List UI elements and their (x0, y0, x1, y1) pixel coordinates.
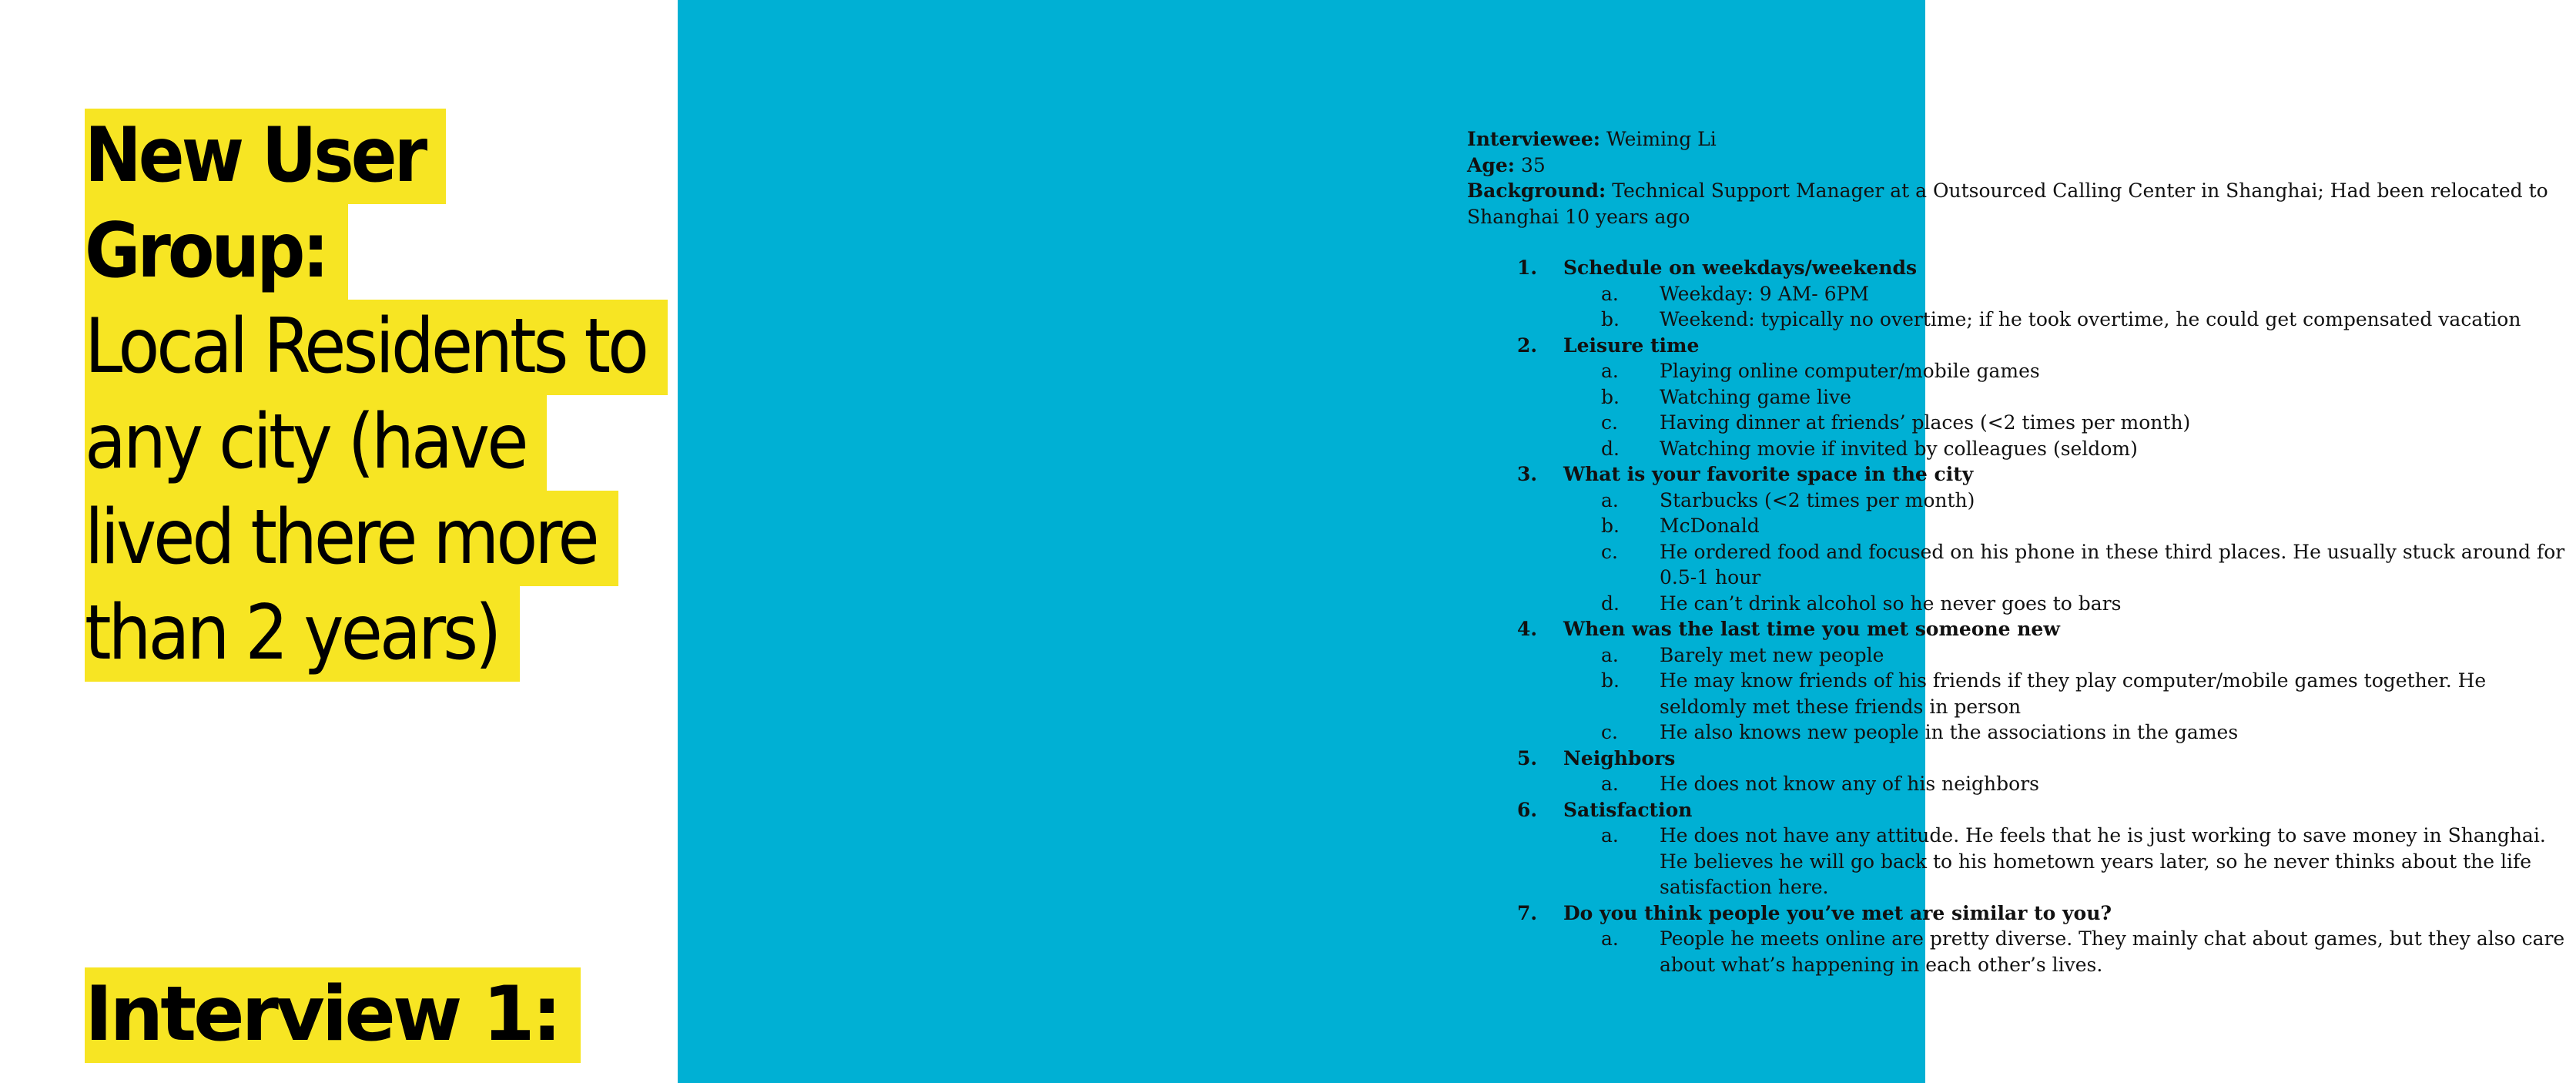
interview-label (85, 967, 581, 1062)
question-number-cell (1467, 746, 1563, 772)
answer-text: Watching game live (1660, 385, 1851, 408)
age-line (1467, 153, 2576, 179)
question-number-cell (1467, 797, 1563, 823)
answer-letter: a. (1601, 282, 1619, 305)
answer-letter: b. (1601, 669, 1620, 692)
background-label: Background: (1467, 179, 1606, 202)
answer-item (1467, 823, 2576, 900)
answer-text: He also knows new people in the associations in the games (1660, 721, 2239, 743)
answer-item (1467, 281, 2576, 307)
answer-letter: b. (1601, 515, 1620, 537)
question-text: Schedule on weekdays/weekends (1563, 256, 1918, 279)
answer-text: He does not have any attitude. He feels that he is just working to save money in Shanghai. He believes he will go back to his hometown years later, so he never thinks about the life satisfaction here. (1660, 824, 2546, 898)
answer-item (1467, 384, 2576, 411)
answer-item (1467, 926, 2576, 977)
answer-text: He may know friends of his friends if they play computer/mobile games together. He seldomly met these friends in person (1660, 669, 2487, 718)
answer-text: Watching movie if invited by colleagues (seldom) (1660, 437, 2138, 460)
interview-label-text: Interview 1: (85, 967, 581, 1063)
answer-item (1467, 719, 2576, 746)
answer-text: He does not know any of his neighbors (1660, 773, 2039, 795)
answer-item (1467, 513, 2576, 539)
answer-text: McDonald (1660, 515, 1760, 537)
answer-letter: a. (1601, 824, 1619, 847)
answer-text: Playing online computer/mobile games (1660, 360, 2040, 382)
interview-notes (1467, 126, 2576, 977)
answer-item (1467, 591, 2576, 617)
question-item (1467, 797, 2576, 823)
answer-letter: b. (1601, 385, 1620, 408)
interviewee-line (1467, 126, 2576, 153)
question-text: Do you think people you’ve met are similar to you? (1563, 901, 2112, 924)
answer-letter: a. (1601, 488, 1619, 511)
right-panel (678, 0, 2565, 1083)
answer-letter: a. (1601, 360, 1619, 382)
question-item (1467, 900, 2576, 927)
answer-letter: c. (1601, 721, 1618, 743)
page-title (85, 108, 670, 681)
answer-item (1467, 642, 2576, 669)
question-text: Leisure time (1563, 334, 1700, 357)
question-number-cell (1467, 333, 1563, 359)
interviewee-value: Weiming Li (1600, 128, 1717, 150)
answer-text: Starbucks (<2 times per month) (1660, 488, 1975, 511)
question-number-cell (1467, 900, 1563, 927)
answer-text: Weekday: 9 AM- 6PM (1660, 282, 1870, 305)
answer-letter: a. (1601, 927, 1619, 950)
answer-letter: c. (1601, 540, 1618, 563)
background-line (1467, 178, 2576, 230)
interviewee-label: Interviewee: (1467, 128, 1600, 150)
answer-item (1467, 488, 2576, 514)
question-text: Neighbors (1563, 746, 1676, 770)
background-value: Technical Support Manager at a Outsourced Calling Center in Shanghai; Had been relocated to Shanghai 10 years ago (1467, 179, 2548, 228)
question-number: 5. (1517, 746, 1538, 770)
answer-text: Having dinner at friends’ places (<2 times per month) (1660, 411, 2191, 434)
answer-item (1467, 307, 2576, 333)
question-item (1467, 333, 2576, 359)
answer-text: Barely met new people (1660, 643, 1884, 666)
question-list (1467, 255, 2576, 977)
answer-letter: a. (1601, 773, 1619, 795)
question-item (1467, 461, 2576, 488)
answer-item (1467, 539, 2576, 591)
answer-letter: a. (1601, 643, 1619, 666)
answer-item (1467, 410, 2576, 436)
question-number: 1. (1517, 256, 1538, 279)
question-item (1467, 746, 2576, 772)
spacer (1467, 230, 2576, 255)
answer-item (1467, 358, 2576, 384)
question-text: Satisfaction (1563, 798, 1693, 821)
answer-text: People he meets online are pretty diverse. They mainly chat about games, but they also care about what’s happening in each other’s lives. (1660, 927, 2565, 976)
question-number: 3. (1517, 463, 1538, 485)
answer-letter: d. (1601, 592, 1620, 615)
question-number: 2. (1517, 334, 1538, 357)
title-bold-part: New User Group: (85, 109, 446, 300)
question-number: 6. (1517, 798, 1538, 821)
question-number-cell (1467, 616, 1563, 642)
question-text: When was the last time you met someone new (1563, 618, 2060, 640)
answer-item (1467, 668, 2576, 719)
answer-letter: c. (1601, 411, 1618, 434)
age-value: 35 (1515, 153, 1546, 176)
title-normal-part: Local Residents to any city (have lived there more than 2 years) (85, 300, 668, 682)
answer-item (1467, 771, 2576, 797)
answer-letter: b. (1601, 308, 1620, 330)
answer-item (1467, 436, 2576, 462)
question-item (1467, 616, 2576, 642)
question-item (1467, 255, 2576, 281)
question-number: 4. (1517, 618, 1538, 640)
question-number-cell (1467, 461, 1563, 488)
question-number: 7. (1517, 901, 1538, 924)
answer-text: Weekend: typically no overtime; if he took overtime, he could get compensated vacation (1660, 308, 2521, 330)
age-label: Age: (1467, 153, 1516, 176)
answer-text: He ordered food and focused on his phone in these third places. He usually stuck around for 0.5-1 hour (1660, 540, 2565, 588)
left-panel (0, 0, 678, 1083)
answer-letter: d. (1601, 437, 1620, 460)
question-text: What is your favorite space in the city (1563, 463, 1974, 485)
question-number-cell (1467, 255, 1563, 281)
answer-text: He can’t drink alcohol so he never goes to bars (1660, 592, 2122, 615)
